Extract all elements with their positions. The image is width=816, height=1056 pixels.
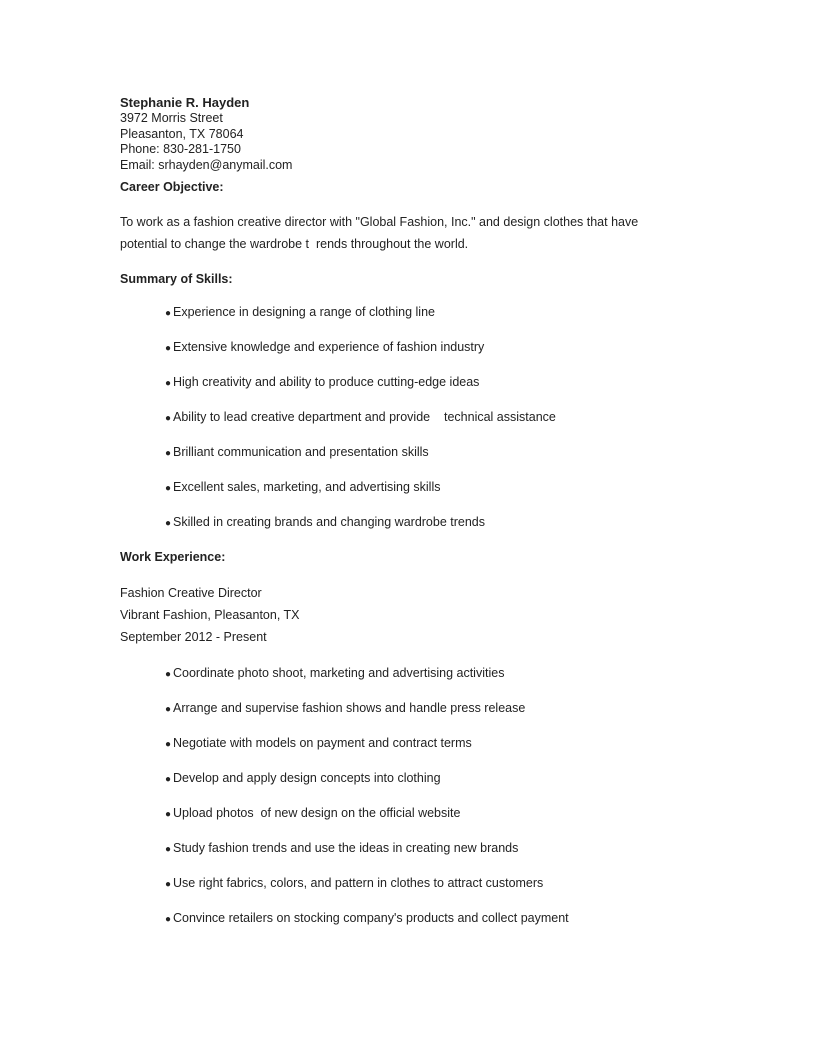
job-company: Vibrant Fashion, Pleasanton, TX xyxy=(120,608,300,622)
bullet-icon: ● xyxy=(165,774,172,785)
bullet-icon: ● xyxy=(165,378,172,389)
address-street: 3972 Morris Street xyxy=(120,111,223,125)
bullet-icon: ● xyxy=(165,343,172,354)
address-city: Pleasanton, TX 78064 xyxy=(120,126,244,141)
list-item xyxy=(120,840,700,858)
bullet-icon: ● xyxy=(165,413,172,424)
list-item xyxy=(120,444,700,462)
list-item xyxy=(120,770,700,788)
skills-summary-heading: Summary of Skills: xyxy=(120,272,233,286)
skills-list xyxy=(120,304,700,532)
resume-page xyxy=(120,95,700,928)
job-title: Fashion Creative Director xyxy=(120,586,262,600)
list-item xyxy=(120,805,700,823)
bullet-icon: ● xyxy=(165,704,172,715)
list-item xyxy=(120,374,700,392)
skill-text: Excellent sales, marketing, and advertising skills xyxy=(173,480,441,494)
skill-text: High creativity and ability to produce cutting-edge ideas xyxy=(173,375,480,389)
list-item xyxy=(120,735,700,753)
duty-text: Upload photos of new design on the official website xyxy=(173,806,461,820)
bullet-icon: ● xyxy=(165,739,172,750)
duty-text: Negotiate with models on payment and contract terms xyxy=(173,736,472,750)
list-item xyxy=(120,700,700,718)
bullet-icon: ● xyxy=(165,914,172,925)
bullet-icon: ● xyxy=(165,483,172,494)
objective-line-1: To work as a fashion creative director with "Global Fashion, Inc." and design clothes that have xyxy=(120,215,639,229)
career-objective-heading: Career Objective: xyxy=(120,180,224,194)
list-item xyxy=(120,665,700,683)
bullet-icon: ● xyxy=(165,844,172,855)
skill-text: Ability to lead creative department and provide technical assistance xyxy=(173,410,556,424)
contact-block xyxy=(120,95,700,173)
objective-line-2: potential to change the wardrobe t rends throughout the world. xyxy=(120,237,469,251)
bullet-icon: ● xyxy=(165,669,172,680)
list-item xyxy=(120,479,700,497)
job-dates: September 2012 - Present xyxy=(120,630,267,644)
bullet-icon: ● xyxy=(165,518,172,529)
duty-text: Use right fabrics, colors, and pattern in clothes to attract customers xyxy=(173,876,544,890)
duty-text: Coordinate photo shoot, marketing and advertising activities xyxy=(173,666,505,680)
skill-text: Extensive knowledge and experience of fashion industry xyxy=(173,340,485,354)
bullet-icon: ● xyxy=(165,308,172,319)
bullet-icon: ● xyxy=(165,809,172,820)
email-address: Email: srhayden@anymail.com xyxy=(120,157,293,172)
list-item xyxy=(120,514,700,532)
list-item xyxy=(120,875,700,893)
list-item xyxy=(120,409,700,427)
duty-text: Convince retailers on stocking company's products and collect payment xyxy=(173,911,569,925)
phone-number: Phone: 830-281-1750 xyxy=(120,142,241,156)
skill-text: Experience in designing a range of clothing line xyxy=(173,305,435,319)
duty-text: Arrange and supervise fashion shows and handle press release xyxy=(173,701,526,715)
list-item xyxy=(120,910,700,928)
work-experience-heading: Work Experience: xyxy=(120,550,226,564)
bullet-icon: ● xyxy=(165,448,172,459)
job-details xyxy=(120,582,700,648)
duties-list xyxy=(120,665,700,928)
skill-text: Brilliant communication and presentation skills xyxy=(173,445,429,459)
duty-text: Study fashion trends and use the ideas in creating new brands xyxy=(173,841,519,855)
skill-text: Skilled in creating brands and changing wardrobe trends xyxy=(173,515,485,529)
list-item xyxy=(120,304,700,322)
candidate-name: Stephanie R. Hayden xyxy=(120,95,250,110)
list-item xyxy=(120,339,700,357)
bullet-icon: ● xyxy=(165,879,172,890)
career-objective-text xyxy=(120,211,700,255)
duty-text: Develop and apply design concepts into clothing xyxy=(173,771,441,785)
